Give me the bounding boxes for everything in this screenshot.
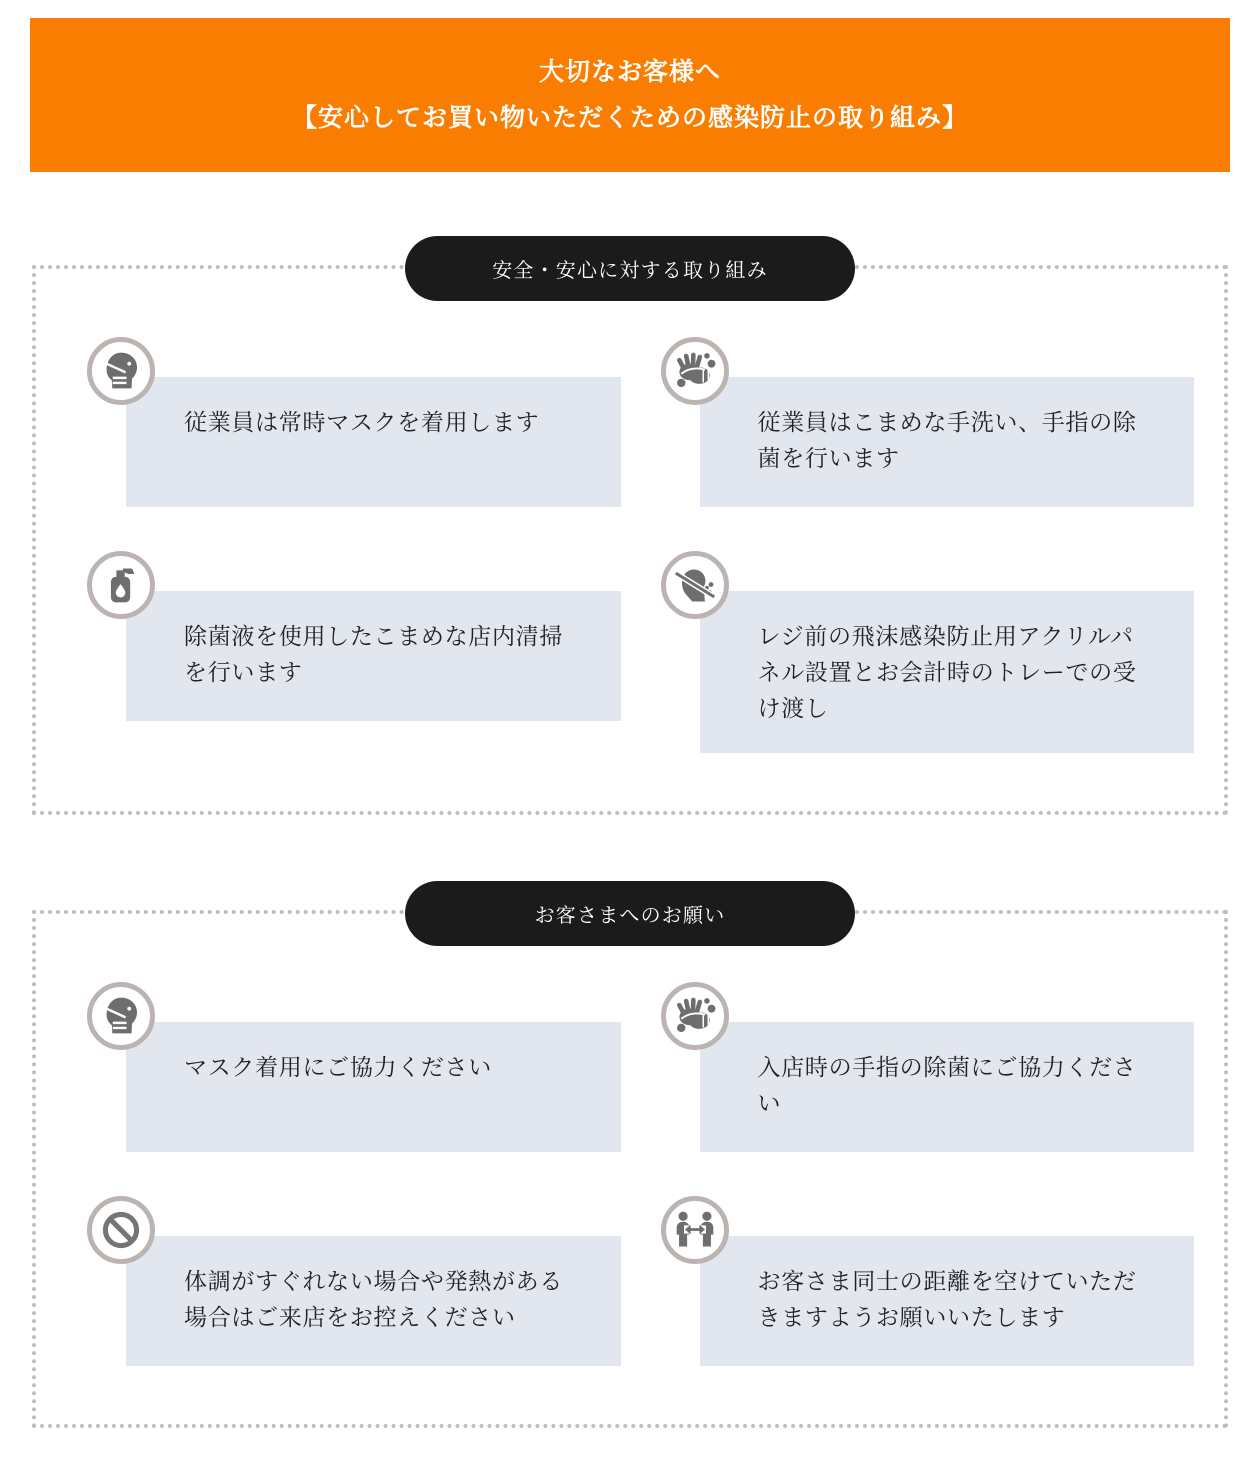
prohibition-icon (87, 1196, 155, 1264)
social-distance-icon (661, 1196, 729, 1264)
item-text: 従業員は常時マスクを着用します (126, 377, 621, 507)
item-text: 入店時の手指の除菌にご協力ください (700, 1022, 1195, 1152)
list-item (87, 982, 621, 1152)
item-text: 体調がすぐれない場合や発熱がある場合はご来店をお控えください (126, 1236, 621, 1366)
list-item (661, 337, 1195, 507)
item-text: マスク着用にご協力ください (126, 1022, 621, 1152)
droplet-block-icon (661, 551, 729, 619)
item-text: レジ前の飛沫感染防止用アクリルパネル設置とお会計時のトレーでの受け渡し (700, 591, 1195, 753)
list-item (661, 1196, 1195, 1366)
section-title: お客さまへのお願い (534, 905, 726, 927)
section-title: 安全・安心に対する取り組み (492, 260, 768, 282)
page-content (32, 260, 1228, 1450)
list-item (661, 551, 1195, 753)
item-text: 除菌液を使用したこまめな店内清掃を行います (126, 591, 621, 721)
banner-subtitle: 【安心してお買い物いただくための感染防止の取り組み】 (291, 104, 968, 132)
hand-wash-icon (661, 337, 729, 405)
section-title-pill (405, 881, 855, 946)
section-customer-requests (32, 905, 1228, 1428)
items-grid (87, 337, 1194, 753)
section-title-pill (405, 236, 855, 301)
mask-face-icon (87, 337, 155, 405)
items-grid (87, 982, 1194, 1366)
item-text: お客さま同士の距離を空けていただきますようお願いいたします (700, 1236, 1195, 1366)
list-item (87, 551, 621, 721)
list-item (87, 1196, 621, 1366)
sanitizer-bottle-icon (87, 551, 155, 619)
notice-banner (30, 18, 1230, 172)
mask-face-icon (87, 982, 155, 1050)
banner-title: 大切なお客様へ (538, 57, 721, 86)
section-store-measures (32, 260, 1228, 815)
list-item (87, 337, 621, 507)
item-text: 従業員はこまめな手洗い、手指の除菌を行います (700, 377, 1195, 507)
hand-wash-icon (661, 982, 729, 1050)
list-item (661, 982, 1195, 1152)
